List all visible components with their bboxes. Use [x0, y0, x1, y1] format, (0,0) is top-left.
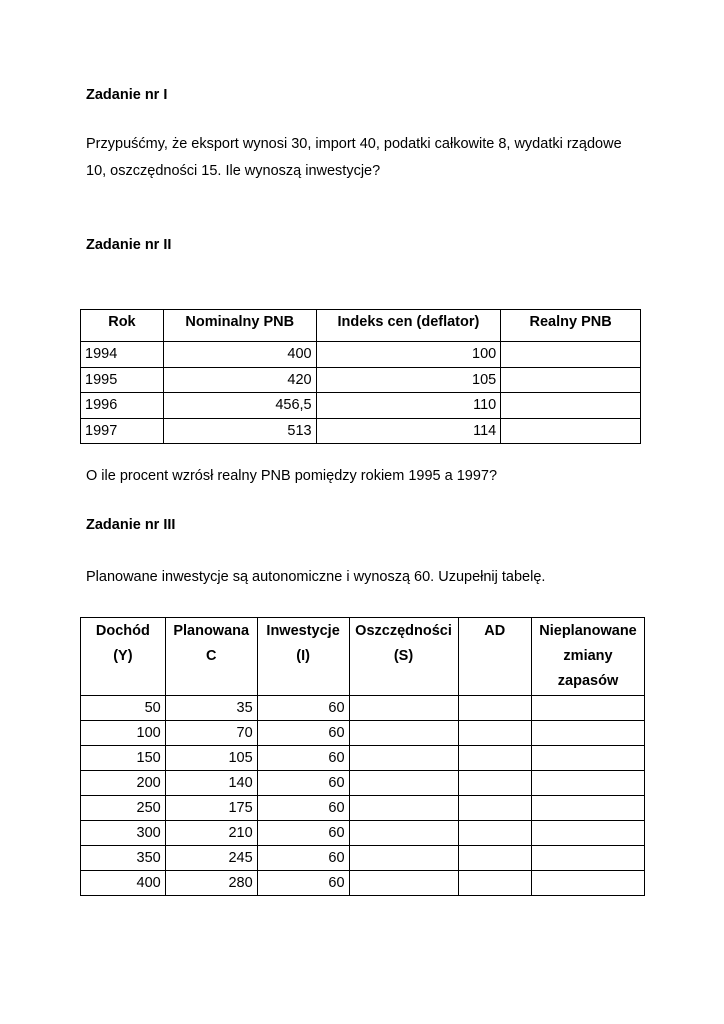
cell-planned-consumption: 175: [165, 796, 257, 821]
task1-text-line1: Przypuśćmy, że eksport wynosi 30, import 40, podatki całkowite 8, wydatki rządowe: [86, 136, 622, 152]
table-row: [81, 418, 641, 444]
cell-ad[interactable]: [458, 871, 532, 896]
table-row: [81, 342, 641, 368]
cell-ad[interactable]: [458, 746, 532, 771]
cell-investment: 60: [257, 721, 349, 746]
task1-text-line2: 10, oszczędności 15. Ile wynoszą inwestycje?: [86, 163, 381, 179]
cell-savings[interactable]: [349, 821, 458, 846]
cell-investment: 60: [257, 746, 349, 771]
table-row: [81, 721, 645, 746]
cell-planned-consumption: 70: [165, 721, 257, 746]
header-nominal-gnp: Nominalny PNB: [163, 310, 316, 342]
cell-income: 300: [81, 821, 166, 846]
cell-year: 1994: [81, 342, 164, 368]
cell-nominal-gnp: 456,5: [163, 393, 316, 419]
task3-heading: Zadanie nr III: [86, 517, 176, 533]
table-row: [81, 746, 645, 771]
cell-investment: 60: [257, 846, 349, 871]
header-planned-consumption: Planowana C: [165, 618, 257, 696]
cell-real-gnp[interactable]: [501, 367, 641, 393]
cell-year: 1995: [81, 367, 164, 393]
cell-income: 150: [81, 746, 166, 771]
cell-nominal-gnp: 513: [163, 418, 316, 444]
cell-planned-consumption: 280: [165, 871, 257, 896]
cell-price-index: 105: [316, 367, 501, 393]
task3-intro: Planowane inwestycje są autonomiczne i wynoszą 60. Uzupełnij tabelę.: [86, 569, 546, 585]
cell-income: 250: [81, 796, 166, 821]
table-row: [81, 846, 645, 871]
header-savings: Oszczędności (S): [349, 618, 458, 696]
cell-unplanned-inventory[interactable]: [532, 846, 645, 871]
table-row: [81, 771, 645, 796]
header-price-index: Indeks cen (deflator): [316, 310, 501, 342]
cell-ad[interactable]: [458, 771, 532, 796]
header-real-gnp: Realny PNB: [501, 310, 641, 342]
cell-investment: 60: [257, 821, 349, 846]
table-row: [81, 367, 641, 393]
cell-savings[interactable]: [349, 846, 458, 871]
cell-planned-consumption: 35: [165, 696, 257, 721]
cell-year: 1996: [81, 393, 164, 419]
cell-investment: 60: [257, 696, 349, 721]
cell-savings[interactable]: [349, 721, 458, 746]
cell-price-index: 110: [316, 393, 501, 419]
cell-year: 1997: [81, 418, 164, 444]
cell-unplanned-inventory[interactable]: [532, 821, 645, 846]
cell-planned-consumption: 245: [165, 846, 257, 871]
cell-savings[interactable]: [349, 871, 458, 896]
cell-ad[interactable]: [458, 696, 532, 721]
cell-income: 400: [81, 871, 166, 896]
cell-ad[interactable]: [458, 846, 532, 871]
table-row: [81, 821, 645, 846]
gnp-table: [80, 309, 641, 444]
cell-savings[interactable]: [349, 746, 458, 771]
header-year: Rok: [81, 310, 164, 342]
cell-income: 50: [81, 696, 166, 721]
cell-planned-consumption: 140: [165, 771, 257, 796]
header-income: Dochód (Y): [81, 618, 166, 696]
cell-savings[interactable]: [349, 796, 458, 821]
cell-investment: 60: [257, 796, 349, 821]
table-header-row: [81, 618, 645, 696]
header-ad: AD: [458, 618, 532, 696]
cell-nominal-gnp: 420: [163, 367, 316, 393]
cell-income: 100: [81, 721, 166, 746]
cell-unplanned-inventory[interactable]: [532, 696, 645, 721]
table-row: [81, 696, 645, 721]
cell-planned-consumption: 105: [165, 746, 257, 771]
table-row: [81, 393, 641, 419]
cell-investment: 60: [257, 871, 349, 896]
cell-price-index: 114: [316, 418, 501, 444]
cell-unplanned-inventory[interactable]: [532, 871, 645, 896]
header-unplanned-inventory-changes: Nieplanowane zmiany zapasów: [532, 618, 645, 696]
task2-heading: Zadanie nr II: [86, 237, 172, 253]
cell-ad[interactable]: [458, 796, 532, 821]
cell-real-gnp[interactable]: [501, 393, 641, 419]
cell-unplanned-inventory[interactable]: [532, 721, 645, 746]
cell-ad[interactable]: [458, 821, 532, 846]
cell-price-index: 100: [316, 342, 501, 368]
cell-unplanned-inventory[interactable]: [532, 771, 645, 796]
cell-unplanned-inventory[interactable]: [532, 746, 645, 771]
task2-question: O ile procent wzrósł realny PNB pomiędzy rokiem 1995 a 1997?: [86, 468, 498, 484]
investment-table: [80, 617, 645, 896]
cell-ad[interactable]: [458, 721, 532, 746]
cell-real-gnp[interactable]: [501, 418, 641, 444]
cell-savings[interactable]: [349, 696, 458, 721]
table-header-row: [81, 310, 641, 342]
cell-savings[interactable]: [349, 771, 458, 796]
header-investment: Inwestycje (I): [257, 618, 349, 696]
cell-planned-consumption: 210: [165, 821, 257, 846]
cell-income: 200: [81, 771, 166, 796]
cell-unplanned-inventory[interactable]: [532, 796, 645, 821]
task1-heading: Zadanie nr I: [86, 87, 168, 103]
table-row: [81, 871, 645, 896]
table-row: [81, 796, 645, 821]
cell-real-gnp[interactable]: [501, 342, 641, 368]
cell-investment: 60: [257, 771, 349, 796]
cell-income: 350: [81, 846, 166, 871]
cell-nominal-gnp: 400: [163, 342, 316, 368]
